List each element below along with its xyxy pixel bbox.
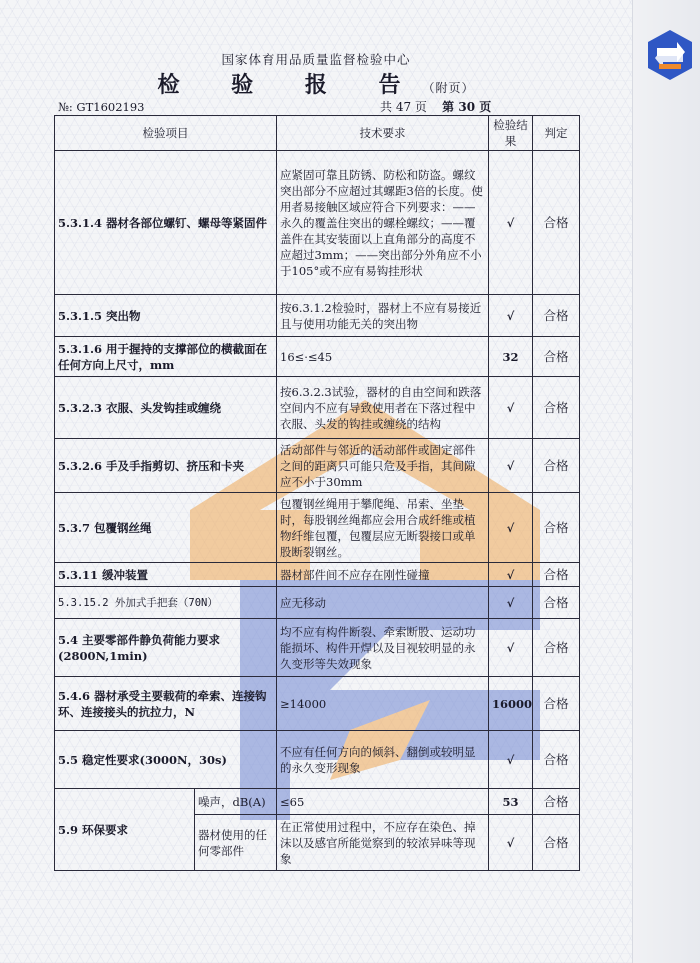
row-judge: 合格 (533, 677, 580, 731)
env-sub-req: ≤65 (277, 789, 489, 815)
row-result: √ (489, 295, 533, 337)
page-title (0, 68, 632, 99)
env-item: 5.9 环保要求 (55, 789, 195, 871)
table-row (55, 677, 580, 731)
page-count (380, 98, 491, 115)
row-judge: 合格 (533, 563, 580, 587)
env-sub-result: √ (489, 815, 533, 871)
row-result: √ (489, 587, 533, 619)
row-req: 不应有任何方向的倾斜、翻倒或较明显的永久变形现象 (277, 731, 489, 789)
header-result: 检验结果 (489, 116, 533, 151)
row-req: 均不应有构件断裂、牵索断股、运动功能损坏、构件开焊以及目视较明显的永久变形等失效现象 (277, 619, 489, 677)
row-item (55, 587, 277, 619)
row-item: 5.3.11 缓冲装置 (55, 563, 277, 587)
table-row (55, 377, 580, 439)
header-item: 检验项目 (55, 116, 277, 151)
row-result: √ (489, 493, 533, 563)
row-req: 应紧固可靠且防锈、防松和防盗。螺纹突出部分不应超过其螺距3倍的长度。使用者易接触区域应符合下列要求：——永久的覆盖住突出的螺栓螺纹；——覆盖件在其安装面以上直角部分的高度不应超过3mm；——突出部分外角应不小于105°或不应有易钩挂形状 (277, 151, 489, 295)
center-logo-icon (645, 28, 695, 82)
row-result: √ (489, 619, 533, 677)
table-row (55, 151, 580, 295)
row-item: 5.3.1.6 用于握持的支撑部位的横截面在任何方向上尺寸，mm (55, 337, 277, 377)
row-item: 5.4.6 器材承受主要载荷的牵索、连接钩环、连接接头的抗拉力，N (55, 677, 277, 731)
env-sub-req: 在正常使用过程中，不应存在染色、掉沫以及感官所能觉察到的较浓异味等现象 (277, 815, 489, 871)
row-req: 应无移动 (277, 587, 489, 619)
row-item: 5.3.2.3 衣服、头发钩挂或缠绕 (55, 377, 277, 439)
row-result: 16000 (489, 677, 533, 731)
row-judge: 合格 (533, 619, 580, 677)
row-item: 5.3.1.4 器材各部位螺钉、螺母等紧固件 (55, 151, 277, 295)
row-judge: 合格 (533, 151, 580, 295)
table-row (55, 619, 580, 677)
row-req: 按6.3.2.3试验，器材的自由空间和跌落空间内不应有导致使用者在下落过程中衣服、头发的钩挂或缠绕的结构 (277, 377, 489, 439)
pages-total: 共 47 页 (380, 100, 427, 114)
row-item: 5.3.1.5 突出物 (55, 295, 277, 337)
row-judge: 合格 (533, 377, 580, 439)
table-row (55, 563, 580, 587)
env-sub-result: 53 (489, 789, 533, 815)
title-text: 检 验 报 告 (157, 72, 423, 98)
table-row (55, 295, 580, 337)
env-sub-label: 噪声，dB(A) (195, 789, 277, 815)
page-current: 第 30 页 (442, 100, 492, 114)
row-result: 32 (489, 337, 533, 377)
row-req: ≥14000 (277, 677, 489, 731)
header-req: 技术要求 (277, 116, 489, 151)
header-judge: 判定 (533, 116, 580, 151)
row-judge: 合格 (533, 493, 580, 563)
row-judge: 合格 (533, 731, 580, 789)
row-req: 包覆钢丝绳用于攀爬绳、吊索、坐垫时，每股钢丝绳都应会用合成纤维或植物纤维包覆，包覆层应无断裂接口或单股断裂钢丝。 (277, 493, 489, 563)
row-req: 按6.3.1.2检验时，器材上不应有易接近且与使用功能无关的突出物 (277, 295, 489, 337)
table-row (55, 731, 580, 789)
row-result: √ (489, 563, 533, 587)
table-header-row (55, 116, 580, 151)
row-item: 5.5 稳定性要求(3000N，30s) (55, 731, 277, 789)
table-row (55, 337, 580, 377)
row-item-text: 5.3.15.2 外加式手把套（70N） (58, 597, 218, 609)
table-row (55, 439, 580, 493)
env-sub-label: 器材使用的任何零部件 (195, 815, 277, 871)
row-item: 5.3.7 包覆钢丝绳 (55, 493, 277, 563)
row-req: 活动部件与邻近的活动部件或固定部件之间的距离只可能只危及手指，其间隙应不小于30mm (277, 439, 489, 493)
table-row (55, 587, 580, 619)
org-name: 国家体育用品质量监督检验中心 (221, 52, 411, 67)
row-judge: 合格 (533, 439, 580, 493)
row-result: √ (489, 439, 533, 493)
inspection-table (54, 115, 580, 871)
row-req: 16≤·≤45 (277, 337, 489, 377)
table-row (55, 493, 580, 563)
row-judge: 合格 (533, 337, 580, 377)
row-result: √ (489, 377, 533, 439)
row-result: √ (489, 151, 533, 295)
row-item: 5.3.2.6 手及手指剪切、挤压和卡夹 (55, 439, 277, 493)
row-item: 5.4 主要零部件静负荷能力要求(2800N,1min) (55, 619, 277, 677)
env-sub-judge: 合格 (533, 815, 580, 871)
env-sub-judge: 合格 (533, 789, 580, 815)
report-number: №: GT1602193 (58, 100, 145, 114)
row-judge: 合格 (533, 587, 580, 619)
row-result: √ (489, 731, 533, 789)
title-sub: （附页） (422, 81, 475, 95)
row-judge: 合格 (533, 295, 580, 337)
table-row (55, 789, 580, 815)
side-band (632, 0, 700, 963)
row-req: 器材部件间不应存在刚性碰撞 (277, 563, 489, 587)
